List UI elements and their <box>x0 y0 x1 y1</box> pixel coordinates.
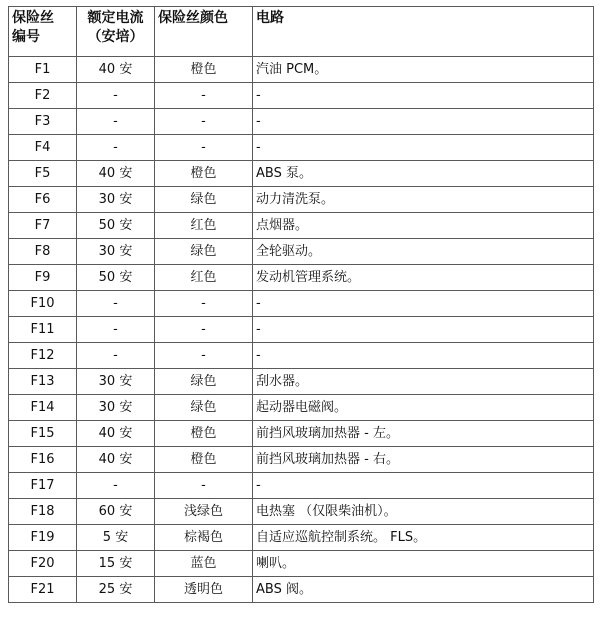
rated-current-cell: 40 安 <box>77 57 155 83</box>
rated-current-cell: - <box>77 473 155 499</box>
table-row <box>9 291 594 317</box>
table-row <box>9 57 594 83</box>
header-circuit-label: 电路 <box>256 10 284 26</box>
circuit-cell: 刮水器。 <box>253 369 594 395</box>
fuse-color-cell: 橙色 <box>155 57 253 83</box>
fuse-number-cell: F4 <box>9 135 77 161</box>
rated-current-cell: 50 安 <box>77 265 155 291</box>
circuit-cell: 前挡风玻璃加热器 - 右。 <box>253 447 594 473</box>
fuse-number-cell: F13 <box>9 369 77 395</box>
fuse-color-cell: - <box>155 135 253 161</box>
rated-current-cell: 40 安 <box>77 447 155 473</box>
circuit-cell: 全轮驱动。 <box>253 239 594 265</box>
circuit-cell: - <box>253 135 594 161</box>
fuse-number-cell: F8 <box>9 239 77 265</box>
header-row <box>9 7 594 57</box>
rated-current-cell: - <box>77 135 155 161</box>
fuse-color-cell: 绿色 <box>155 187 253 213</box>
circuit-cell: ABS 阀。 <box>253 577 594 603</box>
table-row <box>9 395 594 421</box>
rated-current-cell: 40 安 <box>77 161 155 187</box>
fuse-number-cell: F9 <box>9 265 77 291</box>
table-row <box>9 499 594 525</box>
rated-current-cell: 30 安 <box>77 395 155 421</box>
rated-current-cell: 60 安 <box>77 499 155 525</box>
circuit-cell: - <box>253 317 594 343</box>
fuse-color-cell: 绿色 <box>155 369 253 395</box>
fuse-color-cell: 红色 <box>155 213 253 239</box>
fuse-number-cell: F10 <box>9 291 77 317</box>
circuit-cell: 自适应巡航控制系统。 FLS。 <box>253 525 594 551</box>
header-fuse-number <box>9 7 77 57</box>
circuit-cell: 电热塞 （仅限柴油机）。 <box>253 499 594 525</box>
fuse-color-cell: - <box>155 109 253 135</box>
fuse-number-cell: F14 <box>9 395 77 421</box>
table-row <box>9 421 594 447</box>
header-rated-current <box>77 7 155 57</box>
circuit-cell: - <box>253 343 594 369</box>
fuse-color-cell: - <box>155 83 253 109</box>
fuse-table-body <box>9 57 594 603</box>
fuse-number-cell: F17 <box>9 473 77 499</box>
table-row <box>9 265 594 291</box>
table-row <box>9 317 594 343</box>
rated-current-cell: 25 安 <box>77 577 155 603</box>
table-row <box>9 213 594 239</box>
rated-current-cell: 30 安 <box>77 369 155 395</box>
fuse-number-cell: F19 <box>9 525 77 551</box>
fuse-number-cell: F11 <box>9 317 77 343</box>
circuit-cell: - <box>253 109 594 135</box>
fuse-color-cell: 浅绿色 <box>155 499 253 525</box>
fuse-color-cell: 红色 <box>155 265 253 291</box>
table-row <box>9 447 594 473</box>
table-row <box>9 369 594 395</box>
rated-current-cell: 30 安 <box>77 239 155 265</box>
fuse-table <box>8 6 594 603</box>
table-row <box>9 135 594 161</box>
header-circuit <box>253 7 594 57</box>
fuse-color-cell: - <box>155 317 253 343</box>
circuit-cell: - <box>253 291 594 317</box>
rated-current-cell: - <box>77 317 155 343</box>
table-row <box>9 187 594 213</box>
fuse-number-cell: F1 <box>9 57 77 83</box>
fuse-number-cell: F16 <box>9 447 77 473</box>
fuse-number-cell: F7 <box>9 213 77 239</box>
fuse-number-cell: F2 <box>9 83 77 109</box>
fuse-color-cell: 棕褐色 <box>155 525 253 551</box>
header-fuse-number-line1: 保险丝 <box>12 10 54 26</box>
table-row <box>9 83 594 109</box>
rated-current-cell: 15 安 <box>77 551 155 577</box>
header-fuse-color <box>155 7 253 57</box>
fuse-color-cell: - <box>155 473 253 499</box>
fuse-color-cell: 橙色 <box>155 421 253 447</box>
circuit-cell: 动力清洗泵。 <box>253 187 594 213</box>
table-row <box>9 525 594 551</box>
circuit-cell: 前挡风玻璃加热器 - 左。 <box>253 421 594 447</box>
header-rated-current-line1: 额定电流 <box>87 10 144 26</box>
table-row <box>9 239 594 265</box>
fuse-color-cell: - <box>155 291 253 317</box>
header-rated-current-line2: （安培） <box>87 29 144 45</box>
circuit-cell: 喇叭。 <box>253 551 594 577</box>
circuit-cell: - <box>253 473 594 499</box>
circuit-cell: - <box>253 83 594 109</box>
fuse-color-cell: 透明色 <box>155 577 253 603</box>
rated-current-cell: 40 安 <box>77 421 155 447</box>
fuse-number-cell: F12 <box>9 343 77 369</box>
fuse-number-cell: F20 <box>9 551 77 577</box>
fuse-color-cell: 橙色 <box>155 161 253 187</box>
circuit-cell: 起动器电磁阀。 <box>253 395 594 421</box>
table-row <box>9 551 594 577</box>
fuse-number-cell: F3 <box>9 109 77 135</box>
header-fuse-color-label: 保险丝颜色 <box>158 10 228 26</box>
fuse-color-cell: 绿色 <box>155 239 253 265</box>
circuit-cell: 点烟器。 <box>253 213 594 239</box>
fuse-number-cell: F6 <box>9 187 77 213</box>
rated-current-cell: - <box>77 343 155 369</box>
circuit-cell: 发动机管理系统。 <box>253 265 594 291</box>
fuse-color-cell: - <box>155 343 253 369</box>
table-row <box>9 343 594 369</box>
fuse-number-cell: F15 <box>9 421 77 447</box>
rated-current-cell: - <box>77 291 155 317</box>
table-row <box>9 577 594 603</box>
circuit-cell: ABS 泵。 <box>253 161 594 187</box>
fuse-color-cell: 橙色 <box>155 447 253 473</box>
table-row <box>9 473 594 499</box>
table-row <box>9 161 594 187</box>
fuse-color-cell: 蓝色 <box>155 551 253 577</box>
fuse-number-cell: F21 <box>9 577 77 603</box>
header-fuse-number-line2: 编号 <box>12 29 40 45</box>
rated-current-cell: 5 安 <box>77 525 155 551</box>
fuse-number-cell: F18 <box>9 499 77 525</box>
fuse-color-cell: 绿色 <box>155 395 253 421</box>
rated-current-cell: 30 安 <box>77 187 155 213</box>
rated-current-cell: 50 安 <box>77 213 155 239</box>
circuit-cell: 汽油 PCM。 <box>253 57 594 83</box>
rated-current-cell: - <box>77 83 155 109</box>
table-row <box>9 109 594 135</box>
fuse-number-cell: F5 <box>9 161 77 187</box>
rated-current-cell: - <box>77 109 155 135</box>
